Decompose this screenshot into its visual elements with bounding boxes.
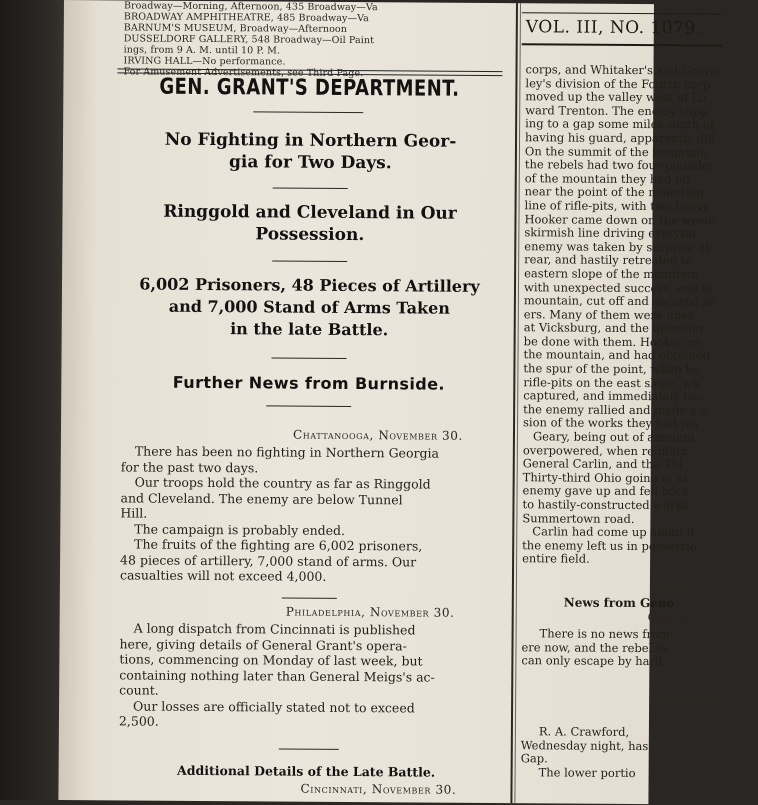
ad-line: IRVING HALL—No performance. [123, 55, 286, 68]
text-line: Summertown road. [522, 510, 635, 526]
ad-line: For Amusement Advertisements, see Third Page. [123, 66, 364, 80]
section-rule [282, 598, 337, 599]
text-line: corps, and Whitaker's and Grover [525, 62, 723, 78]
ad-line: BARNUM'S MUSEUM, Broadway—Afternoon [123, 22, 347, 35]
section-rule [651, 699, 721, 700]
right-column [520, 3, 726, 804]
news-head-block [564, 596, 754, 611]
text-line: sion of the works they had jus [523, 415, 698, 431]
volume-number: VOL. III, NO. 1079. [525, 17, 702, 39]
section-rule [652, 586, 722, 587]
subheadline-prisoners [122, 273, 497, 342]
subheadline-line: in the late Battle. [230, 319, 389, 340]
text-line: of the mountain they had no [524, 170, 690, 187]
text-line: the spur of the point, when he [523, 361, 700, 377]
subheadline-additional-details: Additional Details of the Late Battle. [177, 762, 436, 780]
headline-rule [272, 260, 347, 262]
ad-line: ings, from 9 A. M. until 10 P. M. [123, 44, 281, 57]
text-line: enemy was taken by surprise at [524, 238, 710, 255]
text-line: ere now, and the rebel fo [521, 639, 668, 655]
ad-line: DUSSELDORF GALLERY, 548 Broadway—Oil Paint [123, 33, 375, 47]
text-line: at Vicksburg, and the question [523, 320, 703, 336]
text-line: 48 pieces of artillery, 7,000 stand of arms. Our [120, 551, 417, 569]
text-line: the rebels had two four-pounder [524, 157, 715, 173]
subheadline-line: Possession. [255, 224, 365, 246]
headline-rule [253, 111, 363, 113]
text-line: count. [119, 682, 159, 698]
newspaper-page [58, 0, 723, 804]
dateline-philadelphia: Philadelphia, November 30. [285, 604, 455, 620]
text-line: the enemy left us in possessio [522, 537, 697, 554]
text-line: Gap. [520, 751, 548, 766]
main-headline: GEN. GRANT'S DEPARTMENT. [159, 74, 460, 102]
text-line: Hooker came down on the weste [524, 211, 716, 228]
text-line: The campaign is probably ended. [134, 521, 346, 538]
text-line: Carlin had come up about d [532, 524, 695, 540]
article-paragraph-chattanooga [120, 443, 501, 585]
text-line: line of rifle-pits, with two heavy [524, 198, 710, 214]
headline-rule [266, 405, 351, 407]
subheadline-line: 6,002 Prisoners, 48 Pieces of Artillery [139, 274, 480, 296]
text-line: entire field. [522, 551, 590, 567]
news-block-text [521, 627, 711, 669]
text-line: and Cleveland. The enemy are below Tunnel [120, 489, 403, 507]
text-line: skirmish line driving everythi [524, 225, 697, 241]
text-line: to hastily-constructed works [522, 497, 689, 513]
text-line: enemy gave up and fell back [522, 483, 690, 499]
text-line: Wednesday night, has [520, 737, 649, 753]
text-line: captured, and immediately occ [523, 388, 704, 404]
text-line: ing to a gap some miles south of [525, 116, 715, 132]
text-line: here, giving details of General Grant's opera- [119, 635, 407, 653]
text-line: rifle-pits on the east slope, wh [523, 374, 700, 391]
text-line: ers. Many of them were unex [523, 306, 695, 323]
text-line: having his guard, apparently did [525, 130, 716, 146]
text-line: containing nothing later than General Meigs's ac- [119, 666, 435, 685]
text-line: casualties will not exceed 4,000. [119, 567, 327, 584]
section-head: News from Gene [563, 595, 675, 611]
text-line: Our losses are officially stated not to exceed [133, 697, 415, 715]
left-column [108, 0, 509, 803]
text-line: Thirty-third Ohio going in at [522, 470, 688, 486]
text-line: There is no news from [539, 626, 670, 642]
text-line: The fruits of the fighting are 6,002 prisoners, [134, 536, 423, 554]
crawford-block-text [521, 725, 711, 781]
text-line: near the point of the mountain, [524, 184, 708, 200]
text-line: 2,500. [118, 713, 159, 729]
text-line: ley's division of the Fourth corp [525, 75, 711, 92]
text-line: can only escape by hard [521, 653, 663, 669]
masthead-rule [522, 12, 722, 14]
text-line: eastern slope of the mountain. [524, 266, 703, 282]
text-line: Hill. [120, 505, 148, 521]
text-line: On the summit of the mountain, [524, 143, 712, 160]
subheadline-no-fighting [123, 128, 498, 175]
text-line: overpowered, when reinforc [522, 442, 689, 458]
text-line: ward Trenton. The enemy supp [525, 103, 708, 119]
dateline-cincinnati: Cincinnati, November 30. [300, 781, 457, 797]
text-line: for the past two days. [120, 458, 259, 475]
text-line: Geary, being out of ammuni [532, 429, 695, 445]
ad-line: Broadway—Morning, Afternoon, 435 Broadway—Va [123, 0, 378, 14]
text-line: with unexpected success, and at [523, 279, 714, 296]
text-line: The lower portio [538, 765, 636, 780]
article-paragraph-philadelphia [119, 620, 500, 731]
text-line: the enemy rallied and made a c [523, 402, 707, 418]
text-line: tions, commencing on Monday of last week, but [119, 651, 423, 669]
text-line: Our troops hold the country as far as Ringgold [134, 474, 431, 492]
dateline-right: Chatta [647, 610, 689, 625]
subheadline-ringgold [122, 200, 497, 247]
text-line: A long dispatch from Cincinnati is published [133, 620, 416, 638]
text-line: There has been no fighting in Northern Georgia [134, 443, 440, 461]
headline-rule [273, 187, 348, 189]
subheadline-line: Ringgold and Cleveland in Our [163, 201, 457, 224]
text-line: moved up the valley west of Lo [525, 89, 707, 105]
text-line: R. A. Crawford, [538, 724, 630, 739]
text-line: General Carlin, and the Thi [522, 456, 683, 472]
subheadline-line: and 7,000 Stand of Arms Taken [168, 296, 451, 318]
text-line: mountain, cut off and secured se [523, 293, 716, 309]
text-line: be done with them. Hooker co [523, 334, 701, 350]
dateline-chattanooga: Chattanooga, November 30. [292, 427, 463, 443]
masthead-rule [522, 43, 722, 46]
battle-report-text [522, 62, 723, 567]
subheadline-line: No Fighting in Northern Geor- [164, 129, 457, 152]
subheadline-line: gia for Two Days. [228, 152, 392, 174]
ad-line: BROADWAY AMPHITHEATRE, 485 Broadway—Va [123, 11, 370, 25]
section-rule [279, 749, 339, 750]
headline-rule [272, 357, 347, 359]
text-line: the mountain, and had obtained [523, 347, 711, 363]
subheadline-burnside: Further News from Burnside. [172, 372, 445, 394]
text-line: rear, and hastily retreated to [524, 252, 693, 268]
